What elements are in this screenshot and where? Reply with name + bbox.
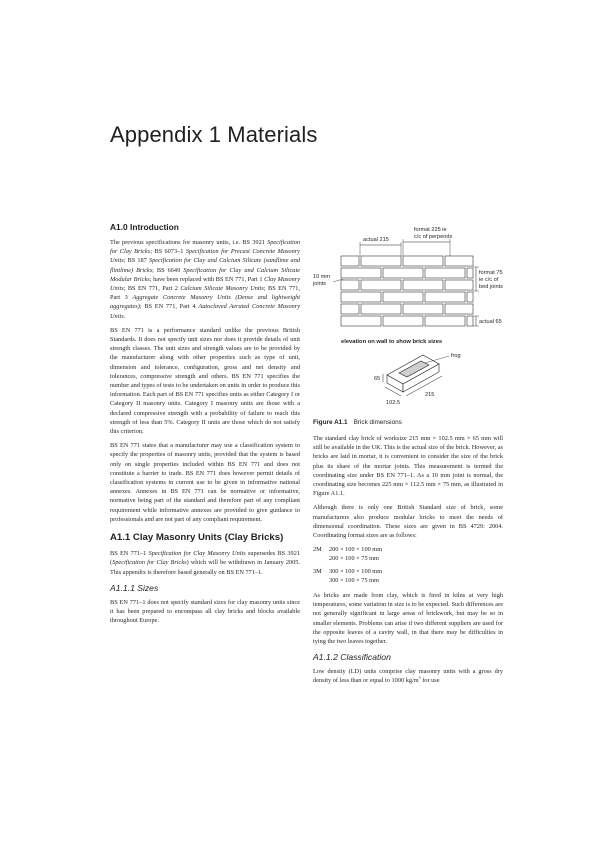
section-heading-clay-masonry: A1.1 Clay Masonry Units (Clay Bricks) [110, 532, 284, 544]
brick [341, 268, 381, 278]
brick [341, 256, 359, 266]
label-format-75: format 75 [479, 270, 503, 276]
left-column [110, 222, 300, 630]
figure-number: Figure A1.1 [313, 419, 348, 426]
brick [383, 316, 423, 326]
brick [383, 292, 423, 302]
format-size-value: 300 × 100 × 75 mm [329, 576, 379, 584]
paragraph-standard-brick: The standard clay brick of worksize 215 mm × 102.5 mm × 65 mm will still be available in the UK. This is the actual size of the brick. However, as bricks are laid in mortar, it is convenient to consider the size of the brick plus its share of the mortar joints. This measurement is termed the coordinating size under BS EN 771–1. As a 10 mm joint is normal, the coordinating size becomes 225 mm × 112.5 mm × 75 mm, as illustrated in Figure A1.1. [313, 435, 503, 498]
label-215: 215 [425, 392, 435, 398]
brick [341, 304, 359, 314]
paragraph-sizes: BS EN 771–1 does not specify standard sizes for clay masonry units since it has been prepared to encompass all clay bricks and blocks available throughout Europe. [110, 598, 300, 625]
label-10mm: 10 mm [313, 274, 331, 280]
brick [341, 280, 359, 290]
format-size-value: 300 × 100 × 100 mm [329, 567, 383, 575]
brick [425, 316, 465, 326]
label-102-5: 102.5 [386, 400, 400, 406]
label-cc-of: ie c/c of [479, 277, 499, 283]
brick [467, 292, 473, 302]
format-size-row [313, 545, 503, 563]
label-elevation: elevation on wall to show brick sizes [341, 339, 443, 345]
brick [361, 304, 401, 314]
brick [445, 256, 473, 266]
paragraph-previous-specifications: The previous specifications for masonry units, i.e. BS 3921 Specification for Clay Bricks; BS 6073–1 Specification for Precast Concrete Masonry Units; BS 187 Specification for Clay and Calcium Silicate (sandlime and flintlime) Bricks; BS 6649 Specification for Clay and Calcium Silicate Modular Bricks; have been replaced with BS EN 771, Part 1 Clay Masonry Units; BS EN 771, Part 2 Calcium Silicate Masonry Units; BS EN 771, Part 3 Aggregate Concrete Masonry Units (Dense and lightweight aggregates); BS EN 771, Part 4 Autoclaved Aerated Concrete Masonry Units. [110, 239, 301, 320]
subsection-heading-sizes: A1.1.1 Sizes [110, 582, 159, 593]
label-actual-215: actual 215 [363, 237, 389, 243]
brick [383, 268, 423, 278]
brick-diagram [313, 222, 503, 417]
brick [403, 304, 443, 314]
label-format-225: format 225 ie [414, 227, 447, 233]
subsection-heading-classification: A1.1.2 Classification [313, 652, 391, 663]
brick [445, 280, 473, 290]
format-code: 2M [313, 546, 322, 554]
paragraph-size-variation: As bricks are made from clay, which is fired in kilns at very high temperatures, some variation in size is to be expected. Such differences are not generally significant in large areas of brickwork, but may be so in smaller elements. Problems can arise if two different suppliers are used for the opposite leaves of a cavity wall, in that there may be difficulties in tying the two leaves together. [313, 592, 503, 646]
brick [361, 280, 401, 290]
brick [361, 256, 401, 266]
brick [341, 316, 381, 326]
brick [425, 268, 465, 278]
format-sizes-list [313, 545, 503, 585]
format-size-value: 200 × 100 × 75 mm [329, 555, 379, 563]
brick [403, 280, 443, 290]
label-actual-65: actual 65 [479, 319, 502, 325]
paragraph-modular-bricks: Although there is only one British Standard size of brick, some manufacturers also produce modular bricks to meet the needs of dimensional coordination. These sizes are given in BS 4729: 2004. Coordinating format sizes are as follows: [313, 504, 503, 540]
paragraph-supersedes: BS EN 771–1 Specification for Clay Masonry Units supersedes BS 3921 (Specification for Clay Bricks) which will be withdrawn in January 2005. This appendix is therefore based generally on BS EN 771–1. [110, 550, 301, 576]
label-bed-joints: bed joints [479, 284, 503, 290]
format-size-value: 200 × 100 × 100 mm [329, 546, 383, 554]
paragraph-low-density: Low density (LD) units comprise clay masonry units with a gross dry density of less than or equal to 1000 $kg/m^3$ for use [313, 668, 503, 685]
isometric-brick [387, 355, 439, 392]
brick [467, 316, 473, 326]
label-65: 65 [374, 376, 381, 382]
right-column [313, 222, 503, 691]
chapter-title: Appendix 1 Materials [110, 122, 318, 147]
label-frog: frog [451, 353, 461, 359]
figure-caption [313, 419, 503, 426]
paragraph-performance-standard: BS EN 771 is a performance standard unlike the previous British Standards. It does not specify unit sizes nor does it provide details of unit strength classes. The unit sizes and strength values are to be provided by the manufacturer along with other properties such as type of unit, dimension and tolerance, configuration, gross and net density and tolerances, compressive strength and others. BS EN 771 specifies the number and types of tests to be undertaken on units in order to produce this information. Each part of BS EN 771 specifies units as either Category I or Category II masonry units. Category I masonry units are those with a declared compressive strength with a probability of failure to reach this strength of less than 5%. Category II units are those which do not satisfy this criterion. [110, 326, 300, 436]
label-joints: joints [313, 281, 327, 287]
format-code: 3M [313, 567, 322, 575]
section-heading-introduction: A1.0 Introduction [110, 222, 179, 232]
brick [445, 304, 473, 314]
brick [467, 268, 473, 278]
format-size-row [313, 567, 503, 585]
figure-brick-dimensions [313, 222, 503, 417]
brick [425, 292, 465, 302]
brick-wall-elevation [341, 256, 473, 326]
brick [403, 256, 443, 266]
paragraph-classification-system: BS EN 771 states that a manufacturer may use a classification system to specify the properties of masonry units, provided that the system is based only on single properties included within BS EN 771 and does not constitute a barrier to trade. BS EN 771 does however permit details of classification systems in current use to be given in informative national annexes. Annexes in BS EN 771 can be normative or informative, normative being part of the standard and therefore part of any compliant requirement while informative annexes are provided to give guidance to professionals and are not part of any compliant requirement. [110, 442, 300, 523]
figure-caption-text: Brick dimensions [353, 419, 402, 426]
label-cc-perpends: c/c of perpends [414, 234, 453, 240]
brick [341, 292, 381, 302]
